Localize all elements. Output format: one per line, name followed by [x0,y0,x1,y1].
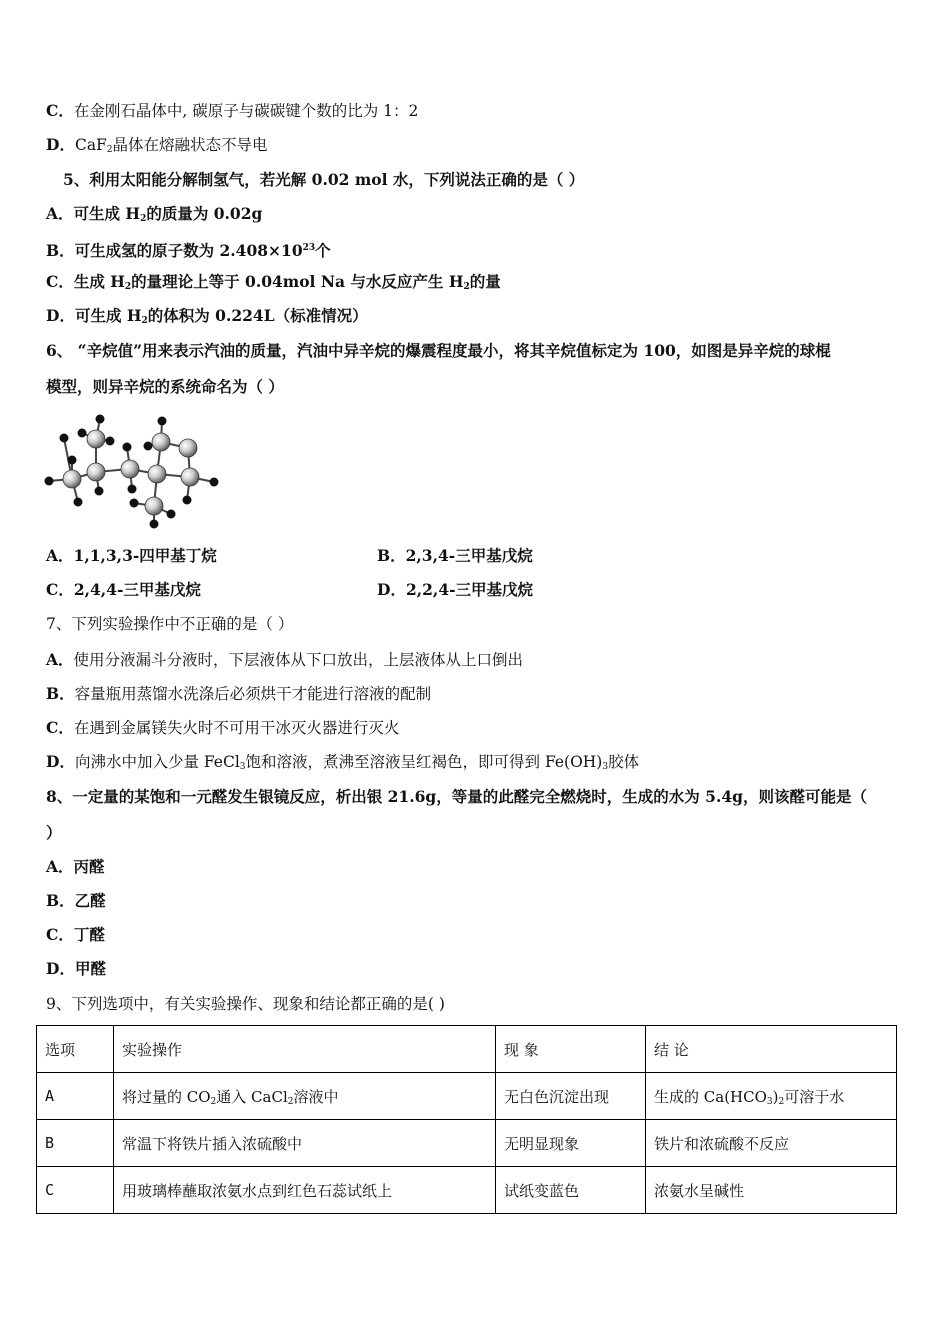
cell-conclusion [646,1073,897,1120]
option-label: A． [46,650,74,669]
subscript: 2 [140,214,147,224]
q7-option-d [46,752,639,777]
subscript: 2 [124,282,132,292]
stem-text-cont: 的是（ ） [226,615,294,633]
option-text-mid: 的量理论上等于 0.04mol Na 与水反应产生 H [131,272,464,291]
q8-option-a [46,857,105,877]
emphasis-char: 正 [195,615,211,633]
cell-option: A [37,1073,114,1120]
subscript: 3 [239,762,246,772]
option-text: 1,1,3,3-四甲基丁烷 [73,546,217,565]
cell-operation: 用玻璃棒蘸取浓氨水点到红色石蕊试纸上 [114,1167,496,1214]
cell-text: 将过量的 CO [122,1087,211,1106]
option-label: A． [46,857,74,876]
option-text: 使用分液漏斗分液时，下层液体从下口放出，上层液体从上口倒出 [73,651,524,669]
cell-phenomenon: 试纸变蓝色 [496,1167,646,1214]
subscript: 2 [463,282,470,292]
option-text: 容量瓶用蒸馏水洗涤后必须烘干才能进行溶液的配制 [74,685,432,703]
q9-table [36,1025,897,1214]
cell-conclusion: 浓氨水呈碱性 [646,1167,897,1214]
cell-option: B [37,1120,114,1167]
option-text: 2,4,4-三甲基戊烷 [73,580,201,599]
q5-stem: 5、利用太阳能分解制氢气，若光解 0.02 mol 水，下列说法正确的是（ ） [63,170,585,189]
cell-text-cont: 溶液中 [293,1087,339,1106]
cell-phenomenon: 无明显现象 [496,1120,646,1167]
header-phenomenon: 现 象 [496,1026,646,1073]
option-label: B． [377,546,406,565]
table-row [37,1073,897,1120]
q7-option-c [46,718,399,738]
q6-option-d [377,580,533,600]
option-text: 可生成 H [74,306,142,325]
cell-option: C [37,1167,114,1214]
cell-conclusion: 铁片和浓硫酸不反应 [646,1120,897,1167]
option-text: 丙醛 [73,857,105,876]
option-text-cont: 的量 [469,272,501,291]
q6-stem-line1: 6、 “辛烷值”用来表示汽油的质量，汽油中异辛烷的爆震程度最小，将其辛烷值标定为 100，如图是异辛烷的球棍 [46,341,831,360]
cell-phenomenon: 无白色沉淀出现 [496,1073,646,1120]
option-text-cont: 个 [315,241,331,260]
q6-option-c [46,580,201,600]
q8-stem-line1: 8、一定量的某饱和一元醛发生银镜反应，析出银 21.6g，等量的此醛完全燃烧时，生成的水为 5.4g，则该醛可能是（ [46,787,867,806]
option-label: B． [46,241,75,260]
q4-option-c [46,101,418,121]
q5-option-c [46,272,501,297]
option-label: B． [46,684,75,703]
q7-option-b [46,684,431,704]
option-text-cont: 胶体 [608,753,640,771]
q8-stem-line2: ） [46,823,62,842]
q5-option-d [46,306,368,331]
option-text: 可生成氢的原子数为 2.408×10 [74,241,303,260]
q8-option-d [46,959,106,979]
option-text-cont: 的体积为 0.224L（标准情况） [147,306,368,325]
cell-text-mid: 通入 CaCl [216,1087,288,1106]
cell-operation: 常温下将铁片插入浓硫酸中 [114,1120,496,1167]
q8-option-b [46,891,106,911]
subscript: 2 [210,1096,217,1107]
option-label: A． [46,546,74,565]
isooctane-ball-and-stick-model [42,410,224,534]
stem-text: 7、下列实验操作中 [46,615,180,633]
option-label: A． [46,204,74,223]
superscript: 23 [302,243,316,253]
subscript: 3 [766,1096,773,1107]
option-text: 可生成 H [73,204,141,223]
option-label: B． [46,891,75,910]
option-label: D． [46,959,75,978]
header-operation: 实验操作 [114,1026,496,1073]
q9-stem: 9、下列选项中，有关实验操作、现象和结论都正确的是( ) [46,995,445,1013]
q6-stem-line2: 模型，则异辛烷的系统命名为（ ） [46,377,284,396]
cell-text: 生成的 Ca(HCO [654,1087,767,1106]
q4-option-d [46,135,268,160]
emphasis-char: 确 [210,615,227,633]
option-text-cont: 晶体在熔融状态不导电 [112,136,268,154]
q6-option-b [377,546,533,566]
option-label: C． [46,272,74,291]
option-label: D． [46,135,75,154]
option-label: D． [377,580,406,599]
q7-stem [46,614,293,634]
option-text: 向沸水中加入少量 FeCl [74,753,240,771]
q6-option-a [46,546,217,566]
option-text: 2,3,4-三甲基戊烷 [405,546,533,565]
option-label: D． [46,752,75,771]
option-text: 甲醛 [74,959,106,978]
option-text: 乙醛 [74,891,106,910]
q5-option-a [46,204,262,229]
option-text: 丁醛 [73,925,105,944]
table-row [37,1167,897,1214]
q5-option-b [46,238,331,261]
q7-option-a [46,650,523,670]
header-option: 选项 [37,1026,114,1073]
option-text: CaF [74,136,107,154]
option-label: D． [46,306,75,325]
option-text: 生成 H [73,272,125,291]
cell-text-mid: ) [772,1087,779,1106]
option-label: C． [46,101,74,120]
cell-operation [114,1073,496,1120]
option-text: 2,2,4-三甲基戊烷 [405,580,534,599]
option-label: C． [46,580,74,599]
subscript: 2 [287,1096,294,1107]
header-conclusion: 结 论 [646,1026,897,1073]
subscript: 2 [778,1096,785,1107]
option-text: 在遇到金属镁失火时不可用干冰灭火器进行灭火 [73,719,400,737]
option-text-mid: 饱和溶液，煮沸至溶液呈红褐色，即可得到 Fe(OH) [245,753,603,771]
option-text-cont: 的质量为 0.02g [146,204,263,223]
q8-option-c [46,925,105,945]
option-text: 在金刚石晶体中, 碳原子与碳碳键个数的比为 1：2 [73,102,419,120]
table-header-row [37,1026,897,1073]
table-row [37,1120,897,1167]
subscript: 2 [106,145,113,155]
cell-text-cont: 可溶于水 [784,1087,845,1106]
subscript: 2 [141,316,148,326]
emphasis-char: 不 [179,615,196,633]
option-label: C． [46,718,74,737]
option-label: C． [46,925,74,944]
subscript: 3 [602,762,609,772]
